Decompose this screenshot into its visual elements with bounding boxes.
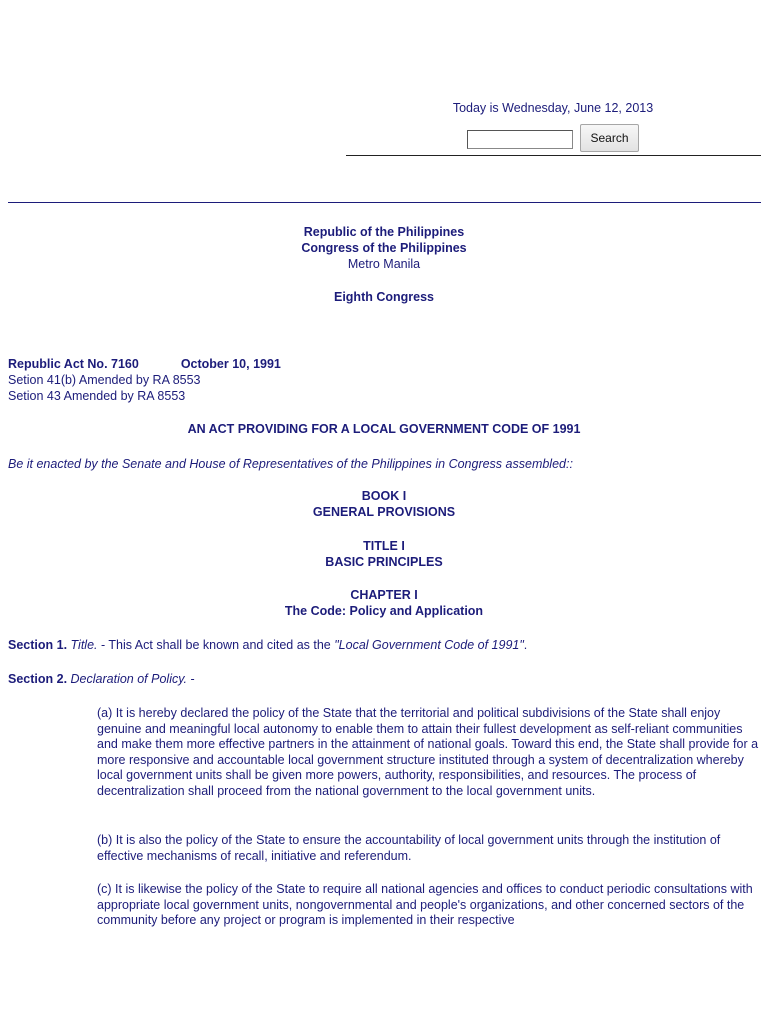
masthead-republic: Republic of the Philippines [303,225,465,239]
section-2: Section 2. Declaration of Policy. - [8,672,195,686]
amendment-note: Setion 41(b) Amended by RA 8553 [8,373,201,387]
policy-paragraph: (c) It is likewise the policy of the State to require all national agencies and offices to conduct periodic consultations with appropriate local government units, nongovernmental and people's organizations, and other concerned sectors of the community before any project or program is implemented in their respective [97,882,753,927]
act-number: Republic Act No. 7160 [8,357,139,371]
policy-paragraph: (b) It is also the policy of the State to ensure the accountability of local government units through the institution of effective mechanisms of recall, initiative and referendum. [97,833,721,863]
masthead-location: Metro Manila [347,257,421,271]
act-date: October 10, 1991 [180,357,281,371]
session-title: Eighth Congress [333,290,434,304]
header-divider [346,155,761,156]
act-number-line [8,356,281,372]
policy-paragraph: (a) It is hereby declared the policy of the State that the territorial and political subdivisions of the State shall enjoy genuine and meaningful local autonomy to enable them to attain their fullest development as self-reliant communities and make them more effective partners in the attainment of national goals. Toward this end, the State shall provide for a more responsive and accountable local government structure instituted through a system of decentralization whereby local government units shall be given more powers, authority, responsibilities, and resources. The process of decentralization shall proceed from the national government to the local government units. [97,706,759,798]
act-title: AN ACT PROVIDING FOR A LOCAL GOVERNMENT CODE OF 1991 [187,422,581,436]
masthead [0,224,768,272]
chapter-heading: CHAPTER I The Code: Policy and Application [284,588,484,618]
amendment-note: Setion 43 Amended by RA 8553 [8,389,186,403]
page-divider [8,202,761,203]
book-heading: BOOK I GENERAL PROVISIONS [312,489,456,519]
search-input[interactable] [467,130,573,149]
masthead-congress: Congress of the Philippines [301,241,467,255]
amendment-link[interactable]: RA 8553 [137,389,186,403]
today-date: Today is Wednesday, June 12, 2013 [452,101,654,115]
enacting-clause: Be it enacted by the Senate and House of Representatives of the Philippines in Congress assembled:: [8,457,573,471]
title-heading: TITLE I BASIC PRINCIPLES [325,539,443,569]
section-1: Section 1. Title. - This Act shall be known and cited as the "Local Government Code of 1991". [8,638,528,652]
amendment-link[interactable]: RA 8553 [152,373,201,387]
search-button[interactable]: Search [580,124,639,152]
